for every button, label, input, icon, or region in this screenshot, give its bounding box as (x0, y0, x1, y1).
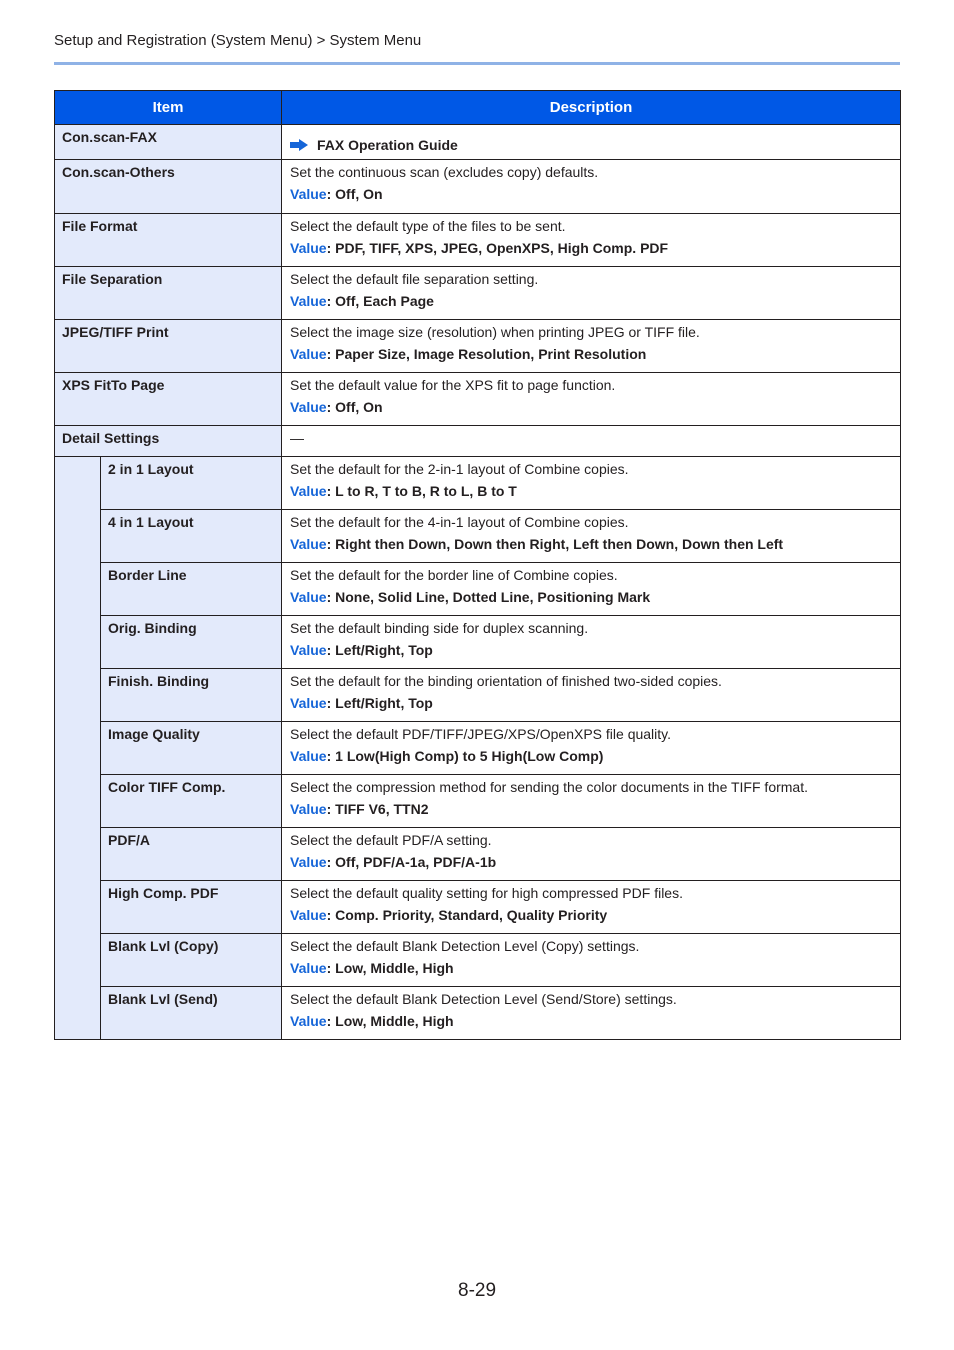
row-description (282, 828, 901, 881)
table-row (55, 934, 901, 987)
column-header-description: Description (282, 91, 901, 125)
row-item-label: Image Quality (101, 722, 282, 775)
table-header-row (55, 91, 901, 125)
row-item-label: 4 in 1 Layout (101, 510, 282, 563)
value-line (290, 483, 893, 500)
row-description: — (282, 426, 901, 457)
value-options: : Left/Right, Top (326, 695, 433, 711)
table-row (55, 987, 901, 1040)
value-label: Value (290, 642, 327, 658)
row-description (282, 987, 901, 1040)
value-label: Value (290, 483, 327, 499)
table-row (55, 881, 901, 934)
row-item-label: Finish. Binding (101, 669, 282, 722)
value-options: : Off, On (326, 186, 383, 202)
row-description (282, 934, 901, 987)
description-text: Set the default for the binding orientation of finished two-sided copies. (290, 673, 722, 689)
table-row (55, 510, 901, 563)
table-row (55, 828, 901, 881)
row-item-label: Con.scan-FAX (55, 125, 282, 160)
page-number: 8-29 (458, 1280, 497, 1301)
row-item-label: Color TIFF Comp. (101, 775, 282, 828)
row-item-label: Orig. Binding (101, 616, 282, 669)
table-row (55, 775, 901, 828)
description-text: Set the default for the 4-in-1 layout of Combine copies. (290, 514, 629, 530)
row-description (282, 775, 901, 828)
row-description (282, 125, 901, 160)
value-line (290, 642, 893, 659)
description-text: Select the compression method for sending the color documents in the TIFF format. (290, 779, 808, 795)
value-label: Value (290, 186, 327, 202)
value-line (290, 399, 893, 416)
description-text: Set the default for the 2-in-1 layout of Combine copies. (290, 461, 629, 477)
table-row (55, 267, 901, 320)
settings-table (54, 90, 901, 1040)
value-options: : Off, On (326, 399, 383, 415)
value-options: : L to R, T to B, R to L, B to T (326, 483, 517, 499)
value-label: Value (290, 1013, 327, 1029)
value-line (290, 346, 893, 363)
arrow-right-icon (290, 139, 308, 151)
value-line (290, 960, 893, 977)
description-text: Set the default for the border line of Combine copies. (290, 567, 618, 583)
value-options: : TIFF V6, TTN2 (326, 801, 429, 817)
detail-settings-indent (55, 457, 101, 1040)
value-label: Value (290, 960, 327, 976)
row-item-label: File Format (55, 214, 282, 267)
row-item-label: Blank Lvl (Send) (101, 987, 282, 1040)
table-row (55, 125, 901, 160)
row-description (282, 722, 901, 775)
value-line (290, 536, 893, 553)
value-options: : None, Solid Line, Dotted Line, Positioning Mark (326, 589, 651, 605)
row-description (282, 160, 901, 214)
value-line (290, 293, 893, 310)
value-label: Value (290, 907, 327, 923)
table-row (55, 563, 901, 616)
value-options: : Low, Middle, High (326, 960, 454, 976)
value-options: : Right then Down, Down then Right, Left then Down, Down then Left (326, 536, 784, 552)
fax-operation-guide-link[interactable]: FAX Operation Guide (317, 137, 458, 153)
row-description (282, 214, 901, 267)
table-row (55, 616, 901, 669)
table-row (55, 320, 901, 373)
description-text: Select the image size (resolution) when printing JPEG or TIFF file. (290, 324, 700, 340)
value-label: Value (290, 346, 327, 362)
description-text: Select the default Blank Detection Level (Copy) settings. (290, 938, 640, 954)
row-item-label: PDF/A (101, 828, 282, 881)
value-line (290, 801, 893, 818)
value-label: Value (290, 399, 327, 415)
row-description (282, 510, 901, 563)
table-row (55, 457, 901, 510)
value-label: Value (290, 854, 327, 870)
row-item-label: JPEG/TIFF Print (55, 320, 282, 373)
value-label: Value (290, 293, 327, 309)
value-line (290, 589, 893, 606)
row-description (282, 320, 901, 373)
row-item-label: Blank Lvl (Copy) (101, 934, 282, 987)
description-text: Select the default file separation setting. (290, 271, 539, 287)
value-line (290, 748, 893, 765)
value-options: : Off, PDF/A-1a, PDF/A-1b (326, 854, 497, 870)
value-label: Value (290, 801, 327, 817)
column-header-item: Item (55, 91, 282, 125)
description-text: Set the continuous scan (excludes copy) defaults. (290, 164, 599, 180)
breadcrumb: Setup and Registration (System Menu) > System Menu (54, 32, 422, 49)
row-description (282, 457, 901, 510)
table-row (55, 373, 901, 426)
value-line (290, 1013, 893, 1030)
row-description (282, 616, 901, 669)
value-line (290, 854, 893, 871)
row-item-label: Border Line (101, 563, 282, 616)
row-description (282, 881, 901, 934)
table-row (55, 214, 901, 267)
row-item-label: File Separation (55, 267, 282, 320)
value-options: : Off, Each Page (326, 293, 434, 309)
value-label: Value (290, 695, 327, 711)
value-options: : Paper Size, Image Resolution, Print Resolution (326, 346, 647, 362)
value-label: Value (290, 748, 327, 764)
value-line (290, 695, 893, 712)
row-item-label: Detail Settings (55, 426, 282, 457)
value-line (290, 907, 893, 924)
value-options: : PDF, TIFF, XPS, JPEG, OpenXPS, High Comp. PDF (326, 240, 669, 256)
row-item-label: Con.scan-Others (55, 160, 282, 214)
value-options: : Low, Middle, High (326, 1013, 454, 1029)
row-item-label: XPS FitTo Page (55, 373, 282, 426)
row-description (282, 267, 901, 320)
description-text: Select the default Blank Detection Level (Send/Store) settings. (290, 991, 677, 1007)
value-options: : 1 Low(High Comp) to 5 High(Low Comp) (326, 748, 604, 764)
row-description (282, 669, 901, 722)
row-description (282, 373, 901, 426)
row-item-label: 2 in 1 Layout (101, 457, 282, 510)
value-line (290, 240, 893, 257)
table-row (55, 722, 901, 775)
value-label: Value (290, 240, 327, 256)
description-text: Select the default PDF/A setting. (290, 832, 492, 848)
value-options: : Left/Right, Top (326, 642, 433, 658)
description-text: Select the default quality setting for high compressed PDF files. (290, 885, 683, 901)
description-text: Set the default binding side for duplex scanning. (290, 620, 589, 636)
table-row (55, 426, 901, 457)
header-rule (54, 62, 900, 65)
description-text: Select the default type of the files to be sent. (290, 218, 566, 234)
row-item-label: High Comp. PDF (101, 881, 282, 934)
value-line (290, 186, 893, 203)
value-label: Value (290, 536, 327, 552)
row-description (282, 563, 901, 616)
description-text: Set the default value for the XPS fit to page function. (290, 377, 616, 393)
table-row (55, 160, 901, 214)
value-options: : Comp. Priority, Standard, Quality Priority (326, 907, 608, 923)
table-row (55, 669, 901, 722)
value-label: Value (290, 589, 327, 605)
description-text: Select the default PDF/TIFF/JPEG/XPS/OpenXPS file quality. (290, 726, 672, 742)
